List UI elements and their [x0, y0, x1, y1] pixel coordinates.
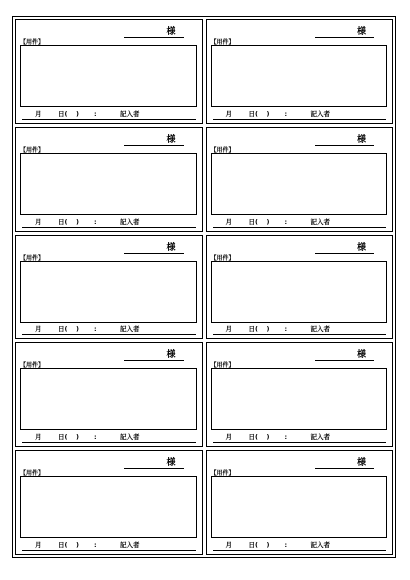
- memo-card: [206, 19, 394, 124]
- day-label: 日(: [248, 109, 258, 118]
- subject-label: 【用件】: [210, 39, 235, 46]
- month-label: 月: [225, 433, 232, 442]
- card-footer: [213, 433, 387, 443]
- writer-label: 記入者: [120, 217, 140, 226]
- message-box[interactable]: [211, 368, 388, 430]
- honorific-label: 様: [166, 458, 176, 469]
- memo-card: [15, 450, 203, 555]
- card-footer: [22, 433, 196, 443]
- message-box[interactable]: [20, 261, 197, 323]
- day-label: 日(: [58, 433, 68, 442]
- time-colon: :: [94, 217, 97, 226]
- memo-card: [206, 450, 394, 555]
- honorific-label: 様: [356, 27, 366, 37]
- writer-label: 記入者: [310, 109, 330, 118]
- writer-label: 記入者: [310, 217, 330, 226]
- subject-label: 【用件】: [20, 39, 45, 46]
- month-label: 月: [225, 217, 232, 226]
- writer-label: 記入者: [310, 433, 330, 442]
- time-colon: :: [284, 109, 288, 118]
- message-box[interactable]: [211, 153, 388, 215]
- subject-label: 【用件】: [20, 470, 45, 478]
- card-footer: [22, 325, 196, 335]
- message-box[interactable]: [20, 368, 197, 430]
- month-label: 月: [225, 541, 232, 549]
- honorific-label: 様: [166, 350, 176, 361]
- memo-card: [15, 127, 203, 232]
- message-box[interactable]: [20, 476, 197, 538]
- writer-label: 記入者: [120, 325, 140, 334]
- honorific-label: 様: [356, 350, 366, 361]
- month-label: 月: [35, 433, 42, 442]
- card-footer: [213, 541, 387, 551]
- time-colon: :: [284, 217, 288, 226]
- memo-card: [206, 235, 394, 340]
- honorific-label: 様: [356, 458, 366, 469]
- card-footer: [22, 218, 196, 228]
- month-label: 月: [35, 109, 42, 118]
- time-colon: :: [94, 433, 97, 442]
- writer-label: 記入者: [310, 541, 330, 549]
- honorific-label: 様: [166, 242, 176, 253]
- writer-label: 記入者: [310, 325, 330, 334]
- writer-label: 記入者: [120, 541, 140, 549]
- subject-label: 【用件】: [210, 470, 235, 478]
- subject-label: 【用件】: [210, 146, 235, 154]
- weekday-close-paren: ): [76, 433, 79, 442]
- weekday-close-paren: ): [266, 325, 270, 334]
- recipient-name-line[interactable]: [124, 360, 184, 361]
- time-colon: :: [94, 541, 97, 549]
- recipient-name-line[interactable]: [315, 37, 375, 38]
- subject-label: 【用件】: [210, 362, 235, 370]
- time-colon: :: [284, 433, 288, 442]
- day-label: 日(: [248, 541, 258, 549]
- time-colon: :: [94, 109, 97, 118]
- memo-sheet: [12, 16, 396, 558]
- weekday-close-paren: ): [266, 541, 270, 549]
- day-label: 日(: [248, 217, 258, 226]
- memo-card: [15, 235, 203, 340]
- month-label: 月: [35, 541, 42, 549]
- message-box[interactable]: [211, 261, 388, 323]
- time-colon: :: [284, 541, 288, 549]
- day-label: 日(: [248, 325, 258, 334]
- recipient-name-line[interactable]: [315, 360, 375, 361]
- weekday-close-paren: ): [76, 541, 79, 549]
- recipient-name-line[interactable]: [124, 253, 184, 254]
- message-box[interactable]: [211, 476, 388, 538]
- subject-label: 【用件】: [20, 254, 45, 262]
- honorific-label: 様: [356, 242, 366, 253]
- weekday-close-paren: ): [76, 109, 79, 118]
- message-box[interactable]: [211, 45, 388, 107]
- weekday-close-paren: ): [266, 217, 270, 226]
- honorific-label: 様: [356, 134, 366, 145]
- weekday-close-paren: ): [76, 325, 79, 334]
- day-label: 日(: [58, 109, 68, 118]
- writer-label: 記入者: [120, 433, 140, 442]
- weekday-close-paren: ): [76, 217, 79, 226]
- recipient-name-line[interactable]: [124, 145, 184, 146]
- memo-card: [206, 342, 394, 447]
- card-footer: [213, 110, 387, 120]
- writer-label: 記入者: [120, 109, 140, 118]
- day-label: 日(: [58, 325, 68, 334]
- month-label: 月: [35, 217, 42, 226]
- subject-label: 【用件】: [20, 362, 45, 370]
- time-colon: :: [94, 325, 97, 334]
- memo-card: [15, 19, 203, 124]
- card-footer: [213, 325, 387, 335]
- month-label: 月: [225, 109, 232, 118]
- honorific-label: 様: [166, 134, 176, 145]
- recipient-name-line[interactable]: [124, 468, 184, 469]
- message-box[interactable]: [20, 153, 197, 215]
- recipient-name-line[interactable]: [315, 145, 375, 146]
- day-label: 日(: [248, 433, 258, 442]
- memo-card: [206, 127, 394, 232]
- weekday-close-paren: ): [266, 109, 270, 118]
- month-label: 月: [225, 325, 232, 334]
- card-footer: [22, 110, 196, 120]
- time-colon: :: [284, 325, 288, 334]
- day-label: 日(: [58, 217, 68, 226]
- day-label: 日(: [58, 541, 68, 549]
- message-box[interactable]: [20, 45, 197, 107]
- card-footer: [22, 541, 196, 551]
- card-footer: [213, 218, 387, 228]
- subject-label: 【用件】: [20, 146, 45, 154]
- weekday-close-paren: ): [266, 433, 270, 442]
- subject-label: 【用件】: [210, 254, 235, 262]
- recipient-name-line[interactable]: [315, 253, 375, 254]
- recipient-name-line[interactable]: [315, 468, 375, 469]
- recipient-name-line[interactable]: [124, 37, 184, 38]
- month-label: 月: [35, 325, 42, 334]
- memo-card: [15, 342, 203, 447]
- honorific-label: 様: [166, 27, 176, 37]
